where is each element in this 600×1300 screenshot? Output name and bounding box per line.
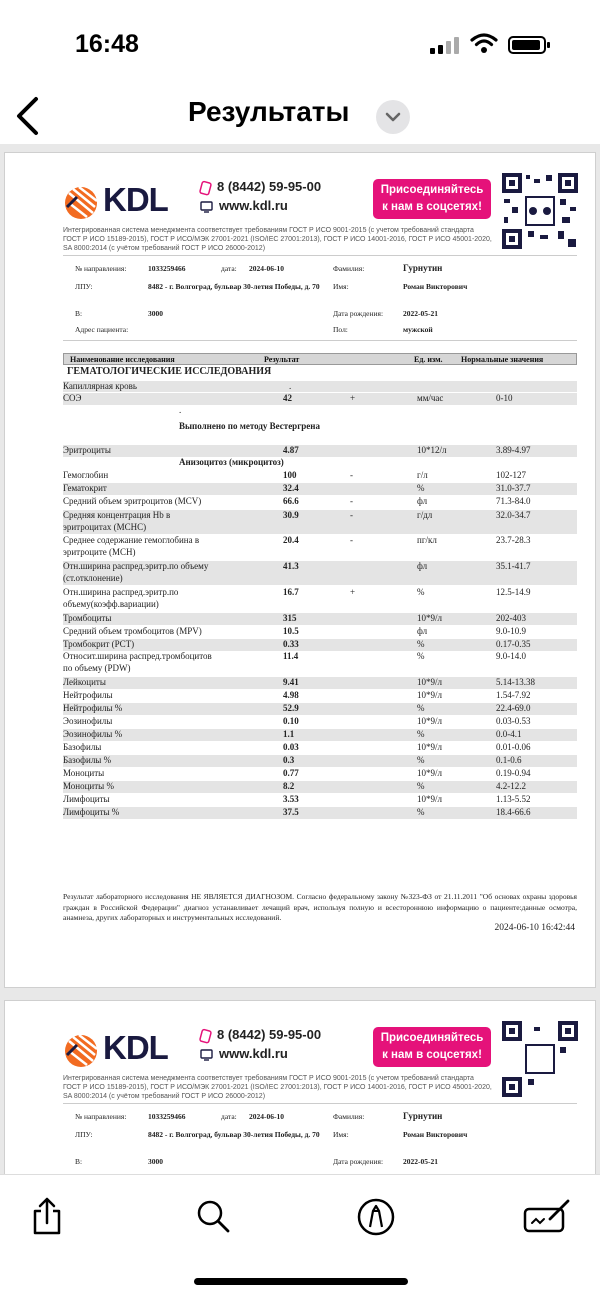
label-v: В: xyxy=(75,1157,83,1166)
test-name: Лимфоциты % xyxy=(63,807,120,817)
test-unit: % xyxy=(417,639,425,649)
test-name: Отн.ширина распред.эритр.по xyxy=(63,587,179,597)
test-unit: 10*9/л xyxy=(417,677,442,687)
result-row xyxy=(63,677,577,689)
patient-info-table xyxy=(63,255,577,341)
chevron-down-icon xyxy=(376,100,410,134)
label-name: Имя: xyxy=(333,282,349,291)
test-unit: 10*9/л xyxy=(417,690,442,700)
test-name: Гемоглобин xyxy=(63,470,109,480)
phone-text: 8 (8442) 59-95-00 xyxy=(217,1027,322,1042)
test-value: 4.98 xyxy=(283,690,299,700)
label-birthdate: Дата рождения: xyxy=(333,1157,384,1166)
test-unit: г/л xyxy=(417,470,428,480)
test-name: Гематокрит xyxy=(63,483,107,493)
markup-pen-icon[interactable] xyxy=(356,1197,396,1237)
promo-line-1: Присоединяйтесь xyxy=(380,1032,484,1044)
patient-surname: Гурнутин xyxy=(403,263,443,273)
test-name: Эозинофилы % xyxy=(63,729,123,739)
label-name: Имя: xyxy=(333,1130,349,1139)
dot-row: . xyxy=(179,405,182,415)
disclaimer-text: Результат лабораторного исследования НЕ ЯВЛЯЕТСЯ ДИАГНОЗОМ. Согласно федеральному закону №323-ФЗ от 21.11.2011 "Об основах охраны здоровья граждан в Российской Федерации" диагноз устанавливает лечащий врач, используя полную и всестороннюю информацию о пациенте:данные осмотра, анамнеза, других лабораторных и инструментальных исследований. xyxy=(63,892,577,922)
results-header xyxy=(63,353,577,365)
search-icon[interactable] xyxy=(193,1197,233,1237)
result-row xyxy=(63,626,577,638)
label-birthdate: Дата рождения: xyxy=(333,309,384,318)
test-norm: 0.17-0.35 xyxy=(496,639,531,649)
site-text: www.kdl.ru xyxy=(219,1046,288,1061)
nav-bar xyxy=(0,86,600,144)
lab-site xyxy=(200,1046,288,1061)
page-title: Результаты xyxy=(188,96,350,127)
capillary-row: Капиллярная кровь . xyxy=(63,381,577,392)
test-value: 0.77 xyxy=(283,768,299,778)
test-norm: 22.4-69.0 xyxy=(496,703,531,713)
result-row xyxy=(63,716,577,728)
monitor-icon xyxy=(200,1049,213,1061)
test-norm: 9.0-14.0 xyxy=(496,651,526,661)
title-menu-button[interactable] xyxy=(376,100,410,134)
test-name: Нейтрофилы % xyxy=(63,703,123,713)
phone-text: 8 (8442) 59-95-00 xyxy=(217,179,322,194)
test-norm: 9.0-10.9 xyxy=(496,626,526,636)
qr-code-icon xyxy=(502,1021,578,1097)
referral-date: 2024-06-10 xyxy=(249,264,284,273)
test-norm: 5.14-13.38 xyxy=(496,677,535,687)
patient-birthdate: 2022-05-21 xyxy=(403,1157,438,1166)
result-row xyxy=(63,510,577,534)
lab-phone xyxy=(200,179,321,195)
test-value: 41.3 xyxy=(283,561,299,571)
test-unit: % xyxy=(417,703,425,713)
test-name: Тромбокрит (PCT) xyxy=(63,639,135,649)
test-value: 20.4 xyxy=(283,535,299,545)
qr-code-icon xyxy=(502,173,578,249)
lab-site xyxy=(200,198,288,213)
test-name: Лимфоциты xyxy=(63,794,110,804)
result-row xyxy=(63,496,577,508)
test-flag: - xyxy=(350,496,353,506)
result-row xyxy=(63,470,577,482)
test-name: Среднее содержание гемоглобина в xyxy=(63,535,200,545)
test-value: 4.87 xyxy=(283,445,299,455)
home-indicator xyxy=(194,1278,408,1285)
method-note: Выполнено по методу Вестергрена xyxy=(179,421,320,431)
label-address: Адрес пациента: xyxy=(75,325,129,334)
test-unit: 10*9/л xyxy=(417,613,442,623)
test-norm: 0-10 xyxy=(496,393,513,403)
test-name: Нейтрофилы xyxy=(63,690,113,700)
test-norm: 1.54-7.92 xyxy=(496,690,531,700)
referral-number: 1033259466 xyxy=(148,1112,186,1121)
header-norm: Нормальные значения xyxy=(461,355,544,364)
test-name-line-2: эритроците (MCH) xyxy=(63,547,136,557)
result-row xyxy=(63,807,577,819)
label-lpu: ЛПУ: xyxy=(75,1130,93,1139)
test-norm: 12.5-14.9 xyxy=(496,587,531,597)
brand-name: KDL xyxy=(103,181,168,218)
result-row xyxy=(63,651,577,675)
result-row xyxy=(63,613,577,625)
label-lpu: ЛПУ: xyxy=(75,282,93,291)
social-promo-banner xyxy=(373,1027,491,1067)
test-norm: 35.1-41.7 xyxy=(496,561,531,571)
label-v: В: xyxy=(75,309,83,318)
test-norm: 23.7-28.3 xyxy=(496,535,531,545)
lpu-address: 8482 - г. Волгоград, бульвар 30-летия Победы, д. 70 xyxy=(148,282,320,291)
iso-certification-text: Интегрированная система менеджмента соответствует требованиям ГОСТ Р ИСО 9001-2015 (с учетом требований стандарта ГОСТ Р ИСО 15189-2015), ГОСТ Р ИСО/МЭК 27001-2021 (ISO/IEC 27001:2013), ГОСТ Р ИСО 14001-2016, ГОСТ Р ИСО 45001-2020, SA 8000:2014 (с учётом требований ГОСТ Р ИСО 26000-2012) xyxy=(63,1075,492,1100)
battery-icon xyxy=(508,36,546,54)
patient-surname: Гурнутин xyxy=(403,1111,443,1121)
test-value: 37.5 xyxy=(283,807,299,817)
promo-line-1: Присоединяйтесь xyxy=(380,184,484,196)
patient-name: Роман Викторович xyxy=(403,1130,468,1139)
test-name-line-2: (ст.отклонение) xyxy=(63,573,123,583)
anisocytosis-note: Анизоцитоз (микроцитоз) xyxy=(179,457,284,467)
result-row xyxy=(63,781,577,793)
result-row xyxy=(63,639,577,651)
header-unit: Ед. изм. xyxy=(414,355,443,364)
result-row xyxy=(63,445,577,457)
test-value: 16.7 xyxy=(283,587,299,597)
test-value: 1.1 xyxy=(283,729,295,739)
test-unit: % xyxy=(417,729,425,739)
result-row xyxy=(63,561,577,585)
patient-birthdate: 2022-05-21 xyxy=(403,309,438,318)
test-name: Тромбоциты xyxy=(63,613,112,623)
header-name: Наименование исследования xyxy=(70,355,175,364)
test-name-line-2: эритроцитах (MCHC) xyxy=(63,522,147,532)
social-promo-banner xyxy=(373,179,491,219)
test-unit: 10*12/л xyxy=(417,445,447,455)
test-unit: 10*9/л xyxy=(417,716,442,726)
brand-name: KDL xyxy=(103,1029,168,1066)
test-name: Моноциты xyxy=(63,768,105,778)
cellular-signal-icon xyxy=(430,36,462,54)
result-row xyxy=(63,794,577,806)
test-value: 32.4 xyxy=(283,483,299,493)
label-date: дата: xyxy=(221,1112,237,1121)
test-value: 9.41 xyxy=(283,677,299,687)
test-name: Эозинофилы xyxy=(63,716,113,726)
test-name: Средний объем эритроцитов (MCV) xyxy=(63,496,202,506)
lab-phone xyxy=(200,1027,321,1043)
result-row xyxy=(63,587,577,611)
result-row xyxy=(63,690,577,702)
test-name: СОЭ xyxy=(63,393,82,403)
test-name: Относит.ширина распред.тромбоцитов xyxy=(63,651,212,661)
test-norm: 0.0-4.1 xyxy=(496,729,522,739)
result-row xyxy=(63,768,577,780)
test-unit: % xyxy=(417,781,425,791)
test-unit: % xyxy=(417,807,425,817)
test-name-line-2: объему(коэфф.вариации) xyxy=(63,599,159,609)
label-surname: Фамилия: xyxy=(333,264,365,273)
test-value: 52.9 xyxy=(283,703,299,713)
label-date: дата: xyxy=(221,264,237,273)
test-norm: 0.19-0.94 xyxy=(496,768,531,778)
signature-icon[interactable] xyxy=(522,1197,572,1237)
site-text: www.kdl.ru xyxy=(219,198,288,213)
v-value: 3000 xyxy=(148,1157,163,1166)
referral-date: 2024-06-10 xyxy=(249,1112,284,1121)
test-unit: % xyxy=(417,651,425,661)
patient-sex: мужской xyxy=(403,325,433,334)
report-timestamp: 2024-06-10 16:42:44 xyxy=(494,923,575,933)
result-row xyxy=(63,483,577,495)
document-page-2 xyxy=(4,1000,596,1200)
test-flag: + xyxy=(350,587,356,597)
test-value: 10.5 xyxy=(283,626,299,636)
test-name: Эритроциты xyxy=(63,445,111,455)
test-unit: 10*9/л xyxy=(417,742,442,752)
test-unit: г/дл xyxy=(417,510,433,520)
test-norm: 3.89-4.97 xyxy=(496,445,531,455)
document-page-1: KDL 8 (8442) 59-95-00 www.kdl.ru Присоединяйтесь к нам в соцсетях! Интегрированная система менеджмента соответствует требованиям ГОСТ Р ИСО 9001-2015 (с учетом требований стандарта ГОСТ Р ИСО 15189-2015), ГОСТ Р ИСО/МЭК 27001-2021 (ISO/IEC 27001:2013), ГОСТ Р ИСО 14001-2016, ГОСТ Р ИСО 45001-2020, SA 8000:2014 (с учётом требований ГОСТ Р ИСО 26000-2012) № направления: 1033259466 дата: 2024-06-10 Фамилия: Гурнутин ЛПУ: 8482 - г. Волгоград, бульвар 30-летия Победы, д. 70 Имя: Роман Викторович В: 3000 Дата рождения: 2022-05-21 Адрес пациента: Пол: мужской Наименование исследования Результат Ед. изм. Нормальные значения ГЕМАТОЛОГИЧЕСКИЕ ИССЛЕДОВАНИЯ Капиллярная кровь . . Выполнено по методу Вестергрена Анизоцитоз (микроцитоз) СОЭ 42 + мм/час 0-10 Эритроциты 4.87 10*12/л 3.89-4.97 Гемоглобин 100 - г/л 102-127 Гематокрит 32.4 % 31.0-37.7 Средний объем эритроцитов (MCV) 66.6 - фл 71.3-84.0 Средняя концентрация Hb в эритроцитах (MCHC) 30.9 - г/дл 32.0-34.7 Среднее содержание гемоглобина в эритроците (MCH) 20.4 - пг/кл 23.7-28.3 Отн.ширина распред.эритр.по объему (ст.отклонение) 41.3 фл 35.1-41.7 Отн.ширина распред.эритр.по объему(коэфф.вариации) 16.7 + % 12.5-14.9 Тромбоциты 315 10*9/л 202-403 Средний объем тромбоцитов (MPV) 10.5 фл 9.0-10.9 Тромбокрит (PCT) 0.33 % 0.17-0.35 Относит.ширина распред.тромбоцитов по объему (PDW) 11.4 % 9.0-14.0 Лейкоциты 9.41 10*9/л 5.14-13.38 Нейтрофилы 4.98 10*9/л 1.54-7.92 Нейтрофилы % 52.9 % 22.4-69.0 Эозинофилы 0.10 10*9/л 0.03-0.53 Эозинофилы % 1.1 % 0.0-4.1 Базофилы 0.03 10*9/л 0.01-0.06 Базофилы % 0.3 % 0.1-0.6 Моноциты 0.77 10*9/л 0.19-0.94 Моноциты % 8.2 % 4.2-12.2 Лимфоциты 3.53 10*9/л 1.13-5.52 Лимфоциты % 37.5 % 18.4-66.6 Результат лабораторного исследования НЕ ЯВЛЯЕТСЯ ДИАГНОЗОМ. Согласно федеральному закону №323-ФЗ от 21.11.2011 "Об основах охраны здоровья граждан в Российской Федерации" диагноз устанавливает лечащий врач, используя полную и всестороннюю информацию о пациенте:данные осмотра, анамнеза, других лабораторных и инструментальных исследований. 2024-06-10 16:42:44 xyxy=(4,152,596,988)
test-norm: 71.3-84.0 xyxy=(496,496,531,506)
referral-number: 1033259466 xyxy=(148,264,186,273)
test-name-line-2: по объему (PDW) xyxy=(63,663,131,673)
result-row xyxy=(63,393,577,405)
test-value: 315 xyxy=(283,613,297,623)
document-viewer[interactable] xyxy=(0,144,600,1174)
test-unit: пг/кл xyxy=(417,535,437,545)
label-surname: Фамилия: xyxy=(333,1112,365,1121)
test-norm: 4.2-12.2 xyxy=(496,781,526,791)
test-value: 0.33 xyxy=(283,639,299,649)
test-unit: фл xyxy=(417,496,428,506)
test-unit: % xyxy=(417,483,425,493)
test-norm: 0.1-0.6 xyxy=(496,755,522,765)
test-unit: 10*9/л xyxy=(417,794,442,804)
iso-certification-text: Интегрированная система менеджмента соответствует требованиям ГОСТ Р ИСО 9001-2015 (с учетом требований стандарта ГОСТ Р ИСО 15189-2015), ГОСТ Р ИСО/МЭК 27001-2021 (ISO/IEC 27001:2013), ГОСТ Р ИСО 14001-2016, ГОСТ Р ИСО 45001-2020, SA 8000:2014 (с учётом требований ГОСТ Р ИСО 26000-2012) xyxy=(63,227,492,252)
test-norm: 202-403 xyxy=(496,613,526,623)
test-norm: 31.0-37.7 xyxy=(496,483,531,493)
wifi-icon xyxy=(470,32,498,54)
test-unit: фл xyxy=(417,626,428,636)
phone-icon xyxy=(200,181,211,195)
test-name: Лейкоциты xyxy=(63,677,106,687)
test-value: 66.6 xyxy=(283,496,299,506)
result-row xyxy=(63,535,577,559)
test-value: 8.2 xyxy=(283,781,295,791)
test-norm: 18.4-66.6 xyxy=(496,807,531,817)
test-value: 0.03 xyxy=(283,742,299,752)
test-flag: - xyxy=(350,470,353,480)
test-norm: 1.13-5.52 xyxy=(496,794,531,804)
label-referral: № направления: xyxy=(75,264,127,273)
header-result: Результат xyxy=(264,355,300,364)
test-value: 3.53 xyxy=(283,794,299,804)
test-unit: % xyxy=(417,587,425,597)
test-name: Базофилы xyxy=(63,742,102,752)
phone-icon xyxy=(200,1029,211,1043)
test-value: 0.3 xyxy=(283,755,295,765)
promo-line-2: к нам в соцсетях! xyxy=(382,1049,482,1061)
test-norm: 32.0-34.7 xyxy=(496,510,531,520)
test-norm: 0.03-0.53 xyxy=(496,716,531,726)
lpu-address: 8482 - г. Волгоград, бульвар 30-летия Победы, д. 70 xyxy=(148,1130,320,1139)
test-name: Отн.ширина распред.эритр.по объему xyxy=(63,561,209,571)
status-bar xyxy=(0,0,600,86)
test-name: Моноциты % xyxy=(63,781,114,791)
status-time: 16:48 xyxy=(75,30,139,58)
test-name: Средняя концентрация Hb в xyxy=(63,510,171,520)
promo-line-2: к нам в соцсетях! xyxy=(382,201,482,213)
patient-name: Роман Викторович xyxy=(403,282,468,291)
test-name: Средний объем тромбоцитов (MPV) xyxy=(63,626,202,636)
result-row xyxy=(63,729,577,741)
test-value: 11.4 xyxy=(283,651,299,661)
test-flag: + xyxy=(350,393,356,403)
test-norm: 0.01-0.06 xyxy=(496,742,531,752)
share-icon[interactable] xyxy=(27,1197,67,1237)
test-value: 30.9 xyxy=(283,510,299,520)
test-unit: 10*9/л xyxy=(417,768,442,778)
label-sex: Пол: xyxy=(333,325,348,334)
test-value: 100 xyxy=(283,470,297,480)
test-norm: 102-127 xyxy=(496,470,526,480)
test-unit: мм/час xyxy=(417,393,444,403)
monitor-icon xyxy=(200,201,213,213)
test-unit: фл xyxy=(417,561,428,571)
test-name: Базофилы % xyxy=(63,755,112,765)
test-value: 42 xyxy=(283,393,292,403)
v-value: 3000 xyxy=(148,309,163,318)
test-flag: - xyxy=(350,535,353,545)
test-flag: - xyxy=(350,510,353,520)
test-value: 0.10 xyxy=(283,716,299,726)
result-row xyxy=(63,755,577,767)
back-chevron-icon[interactable] xyxy=(14,96,40,136)
result-row xyxy=(63,742,577,754)
result-row xyxy=(63,703,577,715)
test-unit: % xyxy=(417,755,425,765)
label-referral: № направления: xyxy=(75,1112,127,1121)
